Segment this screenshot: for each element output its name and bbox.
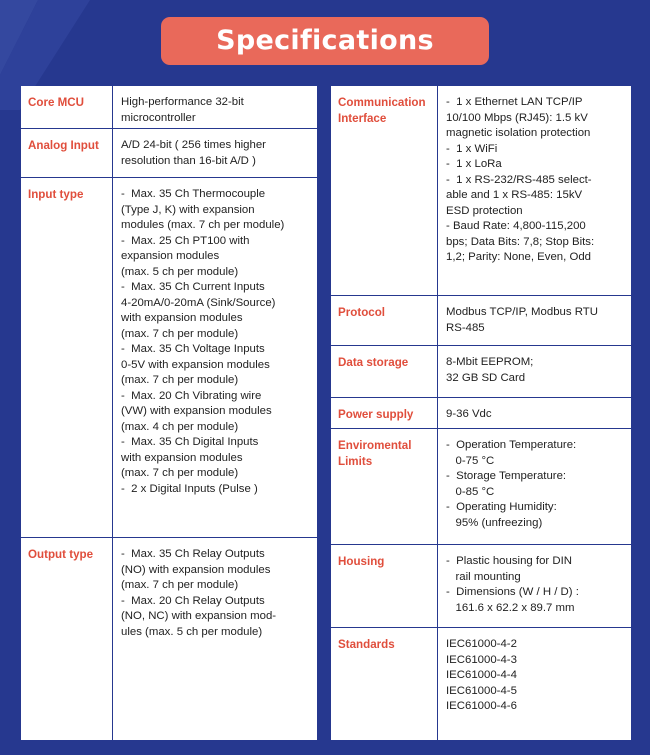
spec-row-housing xyxy=(331,545,631,628)
page-title: Specifications xyxy=(161,17,489,65)
spec-value: High-performance 32-bit microcontroller xyxy=(121,96,244,124)
spec-value: - Operation Temperature: 0-75 °C - Storage Temperature: 0-85 °C - Operating Humidity: 95% (unfreezing) xyxy=(446,439,577,529)
spec-row-power-supply xyxy=(331,398,631,429)
spec-label: Analog Input xyxy=(21,129,113,177)
spec-value: IEC61000-4-2 IEC61000-4-3 IEC61000-4-4 IEC61000-4-5 IEC61000-4-6 xyxy=(446,638,517,712)
spec-label: Communication Interface xyxy=(331,86,438,295)
spec-row-data-storage xyxy=(331,346,631,398)
spec-row-environmental-limits xyxy=(331,429,631,545)
spec-value: 8-Mbit EEPROM; 32 GB SD Card xyxy=(446,356,534,384)
spec-row-communication-interface xyxy=(331,86,631,296)
spec-row-protocol xyxy=(331,296,631,346)
spec-label: Protocol xyxy=(331,296,438,345)
spec-label: Data storage xyxy=(331,346,438,397)
spec-label: Power supply xyxy=(331,398,438,428)
spec-value: - Max. 35 Ch Thermocouple (Type J, K) with expansion modules (max. 7 ch per module) - Max. 25 Ch PT100 with expansion modules (max. 5 ch per module) - Max. 35 Ch Current Inputs 4-20mA/0-20mA (Sink/Source) with expansion modules (max. 7 ch per module) - Max. 35 Ch Voltage Inputs 0-5V with expansion modules (max. 7 ch per module) - Max. 20 Ch Vibrating wire (VW) with expansion modules (max. 4 ch per module) - Max. 35 Ch Digital Inputs with expansion modules (max. 7 ch per module) - 2 x Digital Inputs (Pulse ) xyxy=(121,188,285,495)
spec-value: - Plastic housing for DIN rail mounting - Dimensions (W / H / D) : 161.6 x 62.2 x 89.7 mm xyxy=(446,555,579,614)
spec-label: Core MCU xyxy=(21,86,113,128)
spec-row-input-type xyxy=(21,178,317,538)
spec-row-output-type xyxy=(21,538,317,740)
spec-row-core-mcu xyxy=(21,86,317,129)
spec-label: Enviromental Limits xyxy=(331,429,438,544)
spec-value: A/D 24-bit ( 256 times higher resolution than 16-bit A/D ) xyxy=(121,139,266,167)
spec-table-right xyxy=(331,86,631,740)
spec-label: Input type xyxy=(21,178,113,537)
spec-table-left xyxy=(21,86,317,740)
spec-value: Modbus TCP/IP, Modbus RTU RS-485 xyxy=(446,306,598,334)
spec-value: 9-36 Vdc xyxy=(446,408,492,420)
spec-value: - Max. 35 Ch Relay Outputs (NO) with expansion modules (max. 7 ch per module) - Max. 20 Ch Relay Outputs (NO, NC) with expansion mod- ules (max. 5 ch per module) xyxy=(121,548,277,638)
title-banner xyxy=(0,17,650,65)
spec-row-analog-input xyxy=(21,129,317,178)
spec-label: Standards xyxy=(331,628,438,740)
spec-value: - 1 x Ethernet LAN TCP/IP 10/100 Mbps (RJ45): 1.5 kV magnetic isolation protection - 1 x WiFi - 1 x LoRa - 1 x RS-232/RS-485 select- able and 1 x RS-485: 15kV ESD protection - Baud Rate: 4,800-115,200 bps; Data Bits: 7,8; Stop Bits: 1,2; Parity: None, Even, Odd xyxy=(446,96,595,263)
spec-label: Output type xyxy=(21,538,113,740)
spec-label: Housing xyxy=(331,545,438,627)
spec-row-standards xyxy=(331,628,631,740)
